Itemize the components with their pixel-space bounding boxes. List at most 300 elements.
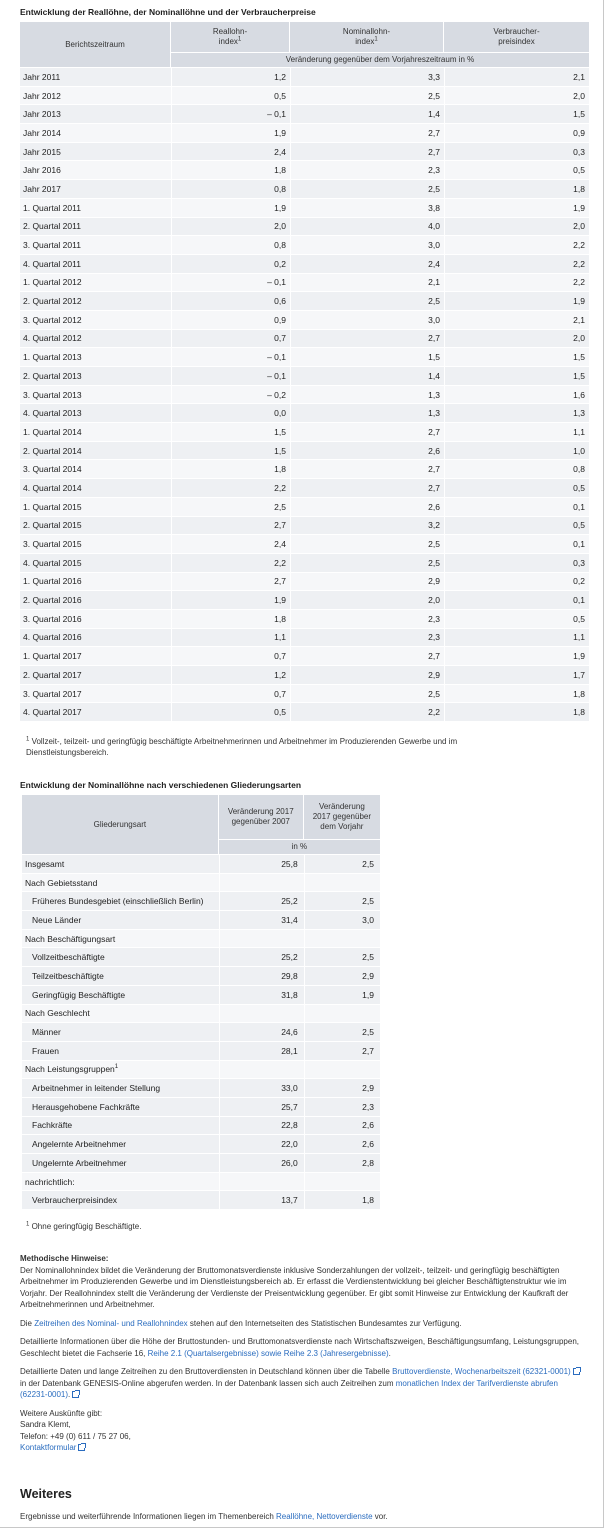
real-index-cell: 2,2	[171, 479, 290, 498]
nominal-index-cell: 2,9	[290, 573, 444, 592]
period-cell: 2. Quartal 2013	[20, 367, 171, 386]
cpi-cell: 1,1	[444, 423, 589, 442]
cpi-cell: 1,5	[444, 348, 589, 367]
nominal-index-cell: 2,0	[290, 591, 444, 610]
link-kontaktformular[interactable]: Kontaktformular	[20, 1443, 77, 1452]
change-prev-cell: 2,3	[304, 1098, 380, 1117]
change-prev-cell	[304, 930, 380, 949]
table2-footnote-text: Ohne geringfügig Beschäftigte.	[31, 1222, 142, 1231]
link-fachserie[interactable]: Reihe 2.1 (Quartalsergebnisse) sowie Reihe 2.3 (Jahresergebnisse)	[147, 1348, 389, 1358]
change-prev-cell: 2,6	[304, 1135, 380, 1154]
change-2007-cell: 25,8	[219, 855, 304, 874]
period-cell: 4. Quartal 2015	[20, 554, 171, 573]
nominal-index-cell: 3,8	[290, 199, 444, 218]
period-cell: 1. Quartal 2016	[20, 573, 171, 592]
cpi-cell: 0,1	[444, 591, 589, 610]
nominal-index-cell: 3,2	[290, 517, 444, 536]
cpi-cell: 1,8	[444, 703, 589, 722]
cpi-cell: 0,9	[444, 124, 589, 143]
th-real	[171, 22, 290, 53]
type-label: Früheres Bundesgebiet (einschließlich Berlin)	[32, 896, 204, 907]
change-prev-cell	[304, 1005, 380, 1024]
table-row	[20, 367, 589, 386]
weiteres-text-post: vor.	[372, 1512, 388, 1521]
real-index-cell: 2,4	[171, 143, 290, 162]
table-row	[20, 610, 589, 629]
cpi-cell: 1,8	[444, 685, 589, 704]
change-prev-cell: 2,7	[304, 1042, 380, 1061]
real-index-cell: 2,5	[171, 498, 290, 517]
change-2007-cell: 31,4	[219, 911, 304, 930]
nominal-index-cell: 2,9	[290, 666, 444, 685]
cpi-cell: 0,5	[444, 610, 589, 629]
cpi-cell: 0,1	[444, 535, 589, 554]
table-row	[20, 517, 589, 536]
table-row	[20, 330, 589, 349]
type-label: Herausgehobene Fachkräfte	[32, 1101, 140, 1112]
table-row	[22, 1117, 380, 1136]
type-cell	[22, 967, 219, 986]
table2-footnote-mark: 1	[26, 1221, 30, 1228]
period-cell: 3. Quartal 2017	[20, 685, 171, 704]
type-cell	[22, 1117, 219, 1136]
period-cell: Jahr 2015	[20, 143, 171, 162]
table-row	[20, 255, 589, 274]
real-index-cell: 2,7	[171, 573, 290, 592]
real-index-cell: 0,7	[171, 330, 290, 349]
real-index-cell: 1,5	[171, 442, 290, 461]
nominal-index-cell: 2,2	[290, 703, 444, 722]
external-link-icon	[78, 1444, 85, 1451]
table-row	[22, 1079, 380, 1098]
table-row	[22, 1023, 380, 1042]
table-row	[20, 292, 589, 311]
nominal-index-cell: 3,3	[290, 68, 444, 87]
table-row	[22, 911, 380, 930]
th-2007: Veränderung 2017 gegenüber 2007	[219, 795, 304, 840]
real-index-cell: 0,5	[171, 703, 290, 722]
type-cell	[22, 1173, 219, 1192]
table-row	[22, 986, 380, 1005]
table2-caption: Entwicklung der Nominallöhne nach verschiedenen Gliederungsarten	[20, 780, 302, 790]
table-row	[22, 967, 380, 986]
period-cell: 4. Quartal 2017	[20, 703, 171, 722]
period-cell: Jahr 2012	[20, 87, 171, 106]
table-row	[22, 1135, 380, 1154]
weiteres-text-pre: Ergebnisse und weiterführende Informationen liegen im Themenbereich	[20, 1512, 277, 1521]
nominal-index-cell: 2,3	[290, 629, 444, 648]
type-label: Fachkräfte	[32, 1120, 73, 1131]
contact-line1: Weitere Auskünfte gibt:	[20, 1408, 103, 1418]
table-row	[20, 647, 589, 666]
cpi-cell: 1,1	[444, 629, 589, 648]
nominal-index-cell: 2,7	[290, 647, 444, 666]
table-row	[20, 442, 589, 461]
link-realloehne[interactable]: Reallöhne, Nettoverdienste	[276, 1512, 373, 1521]
change-2007-cell: 24,6	[219, 1023, 304, 1042]
th2-subheader: in %	[219, 840, 380, 855]
table-row	[22, 1191, 380, 1210]
type-cell	[22, 1042, 219, 1061]
real-index-cell: 0,2	[171, 255, 290, 274]
th-type: Gliederungsart	[22, 795, 219, 855]
period-cell: 2. Quartal 2017	[20, 666, 171, 685]
real-index-cell: 0,6	[171, 292, 290, 311]
nominal-index-cell: 2,1	[290, 274, 444, 293]
cpi-cell: 1,5	[444, 367, 589, 386]
notes-para4-post: .	[68, 1390, 71, 1399]
period-cell: Jahr 2013	[20, 105, 171, 124]
period-cell: 4. Quartal 2016	[20, 629, 171, 648]
notes-para2-post: stehen auf den Internetseiten des Statistischen Bundesamtes zur Verfügung.	[187, 1318, 462, 1328]
group-row	[22, 1061, 380, 1080]
table-row	[20, 703, 589, 722]
type-label: Nach Geschlecht	[25, 1008, 90, 1019]
real-index-cell: 0,7	[171, 647, 290, 666]
real-index-cell: 0,9	[171, 311, 290, 330]
real-index-cell: 1,9	[171, 591, 290, 610]
type-cell	[22, 911, 219, 930]
table-row	[20, 68, 589, 87]
change-prev-cell: 1,8	[304, 1191, 380, 1210]
real-index-cell: 0,8	[171, 236, 290, 255]
notes-para2-pre: Die	[20, 1318, 35, 1328]
th-nominal-sup: 1	[374, 36, 378, 43]
table-row	[20, 218, 589, 237]
type-cell	[22, 855, 219, 874]
real-index-cell: 1,1	[171, 629, 290, 648]
nominal-index-cell: 1,4	[290, 367, 444, 386]
notes-para4	[20, 1366, 580, 1401]
change-2007-cell: 25,7	[219, 1098, 304, 1117]
change-2007-cell: 25,2	[219, 948, 304, 967]
change-2007-cell: 33,0	[219, 1079, 304, 1098]
table1-footnote-mark: 1	[26, 736, 30, 743]
type-label: Nach Beschäftigungsart	[25, 933, 116, 944]
cpi-cell: 1,5	[444, 105, 589, 124]
table-row	[20, 423, 589, 442]
table-row	[20, 87, 589, 106]
table-row	[20, 180, 589, 199]
real-index-cell: 1,8	[171, 610, 290, 629]
period-cell: Jahr 2014	[20, 124, 171, 143]
notes-para4-pre: Detaillierte Daten und lange Zeitreihen zu den Bruttoverdiensten in Deutschland können über die Tabelle	[20, 1367, 393, 1376]
link-zeitreihen[interactable]: Zeitreihen des Nominal- und Reallohnindex	[34, 1318, 188, 1328]
cpi-cell: 0,8	[444, 460, 589, 479]
cpi-cell: 0,1	[444, 498, 589, 517]
period-cell: 3. Quartal 2012	[20, 311, 171, 330]
change-prev-cell: 2,5	[304, 1023, 380, 1042]
period-cell: 3. Quartal 2011	[20, 236, 171, 255]
type-label: Frauen	[32, 1045, 59, 1056]
notes-para2	[20, 1318, 580, 1330]
group-row	[22, 1173, 380, 1192]
type-cell	[22, 986, 219, 1005]
period-cell: Jahr 2011	[20, 68, 171, 87]
real-index-cell: 2,0	[171, 218, 290, 237]
nominal-index-cell: 2,5	[290, 180, 444, 199]
type-label: Vollzeitbeschäftigte	[32, 952, 105, 963]
type-label: Geringfügig Beschäftigte	[32, 989, 126, 1000]
real-index-cell: 2,7	[171, 517, 290, 536]
table-row	[20, 479, 589, 498]
period-cell: 2. Quartal 2012	[20, 292, 171, 311]
external-link-icon	[573, 1368, 580, 1375]
table-row	[20, 124, 589, 143]
period-cell: 3. Quartal 2014	[20, 460, 171, 479]
period-cell: 2. Quartal 2011	[20, 218, 171, 237]
period-cell: 1. Quartal 2013	[20, 348, 171, 367]
period-cell: 1. Quartal 2014	[20, 423, 171, 442]
change-prev-cell	[304, 1061, 380, 1080]
cpi-cell: 0,3	[444, 554, 589, 573]
cpi-cell: 2,2	[444, 236, 589, 255]
real-index-cell: 0,5	[171, 87, 290, 106]
nominal-index-cell: 2,5	[290, 685, 444, 704]
period-cell: 3. Quartal 2015	[20, 535, 171, 554]
cpi-cell: 2,0	[444, 330, 589, 349]
change-prev-cell: 2,5	[304, 855, 380, 874]
table-row	[22, 1098, 380, 1117]
change-2007-cell	[219, 1061, 304, 1080]
table-row	[22, 892, 380, 911]
table-row	[20, 311, 589, 330]
change-2007-cell	[219, 1173, 304, 1192]
table-row	[20, 573, 589, 592]
nominal-index-cell: 3,0	[290, 311, 444, 330]
change-2007-cell	[219, 874, 304, 893]
th-nominal-text: Nominallohn- index	[342, 27, 391, 46]
cpi-cell: 0,3	[444, 143, 589, 162]
nominal-index-cell: 2,7	[290, 330, 444, 349]
cpi-cell: 2,1	[444, 68, 589, 87]
cpi-cell: 1,7	[444, 666, 589, 685]
change-prev-cell: 2,9	[304, 967, 380, 986]
type-label: Nach Leistungsgruppen	[25, 1064, 115, 1075]
nominal-index-cell: 2,5	[290, 292, 444, 311]
real-index-cell: – 0,1	[171, 105, 290, 124]
notes	[20, 1253, 580, 1461]
type-label: Neue Länder	[32, 914, 82, 925]
table-row	[20, 460, 589, 479]
nominal-index-cell: 2,5	[290, 535, 444, 554]
table-row	[22, 855, 380, 874]
type-cell	[22, 930, 219, 949]
real-index-cell: 1,8	[171, 460, 290, 479]
real-index-cell: – 0,2	[171, 386, 290, 405]
real-index-cell: 1,8	[171, 161, 290, 180]
table-real-wages	[20, 22, 589, 722]
table-row	[20, 348, 589, 367]
cpi-cell: 1,9	[444, 292, 589, 311]
nominal-index-cell: 2,7	[290, 124, 444, 143]
table-row	[20, 105, 589, 124]
cpi-cell: 2,0	[444, 218, 589, 237]
table2-footnote	[26, 1221, 141, 1232]
period-cell: 4. Quartal 2012	[20, 330, 171, 349]
cpi-cell: 1,9	[444, 199, 589, 218]
nominal-index-cell: 2,6	[290, 442, 444, 461]
change-2007-cell: 28,1	[219, 1042, 304, 1061]
type-label: Angelernte Arbeitnehmer	[32, 1139, 127, 1150]
change-prev-cell: 1,9	[304, 986, 380, 1005]
th-period: Berichtszeitraum	[20, 22, 171, 68]
th-nominal	[290, 22, 444, 53]
real-index-cell: – 0,1	[171, 348, 290, 367]
table1-footnote	[26, 736, 526, 758]
change-2007-cell: 26,0	[219, 1154, 304, 1173]
cpi-cell: 1,3	[444, 404, 589, 423]
cpi-cell: 1,8	[444, 180, 589, 199]
type-cell	[22, 874, 219, 893]
type-label: Ungelernte Arbeitnehmer	[32, 1157, 127, 1168]
notes-heading: Methodische Hinweise:	[20, 1254, 109, 1263]
nominal-index-cell: 2,5	[290, 87, 444, 106]
group-row	[22, 1005, 380, 1024]
period-cell: 3. Quartal 2013	[20, 386, 171, 405]
notes-para1: Der Nominallohnindex bildet die Veränderung der Bruttomonatsverdienste inklusive Sonderzahlungen der vollzeit-, teilzeit- und geringfügig beschäftigten Arbeitnehmer im Produzierenden Gewerbe und im Dienstleistungsbereich ab. Er erfasst die Verdienstentwicklung bei gleicher Beschäftigtenstruktur wie im Vorjahr. Der Reallohnindex stellt die Veränderung der Verdienste der Preisentwicklung gegenüber. Er gibt somit Hinweise zur Entwicklung der Kaufkraft der Arbeitnehmerinnen und Arbeitnehmer.	[20, 1265, 569, 1309]
real-index-cell: 0,8	[171, 180, 290, 199]
nominal-index-cell: 1,3	[290, 404, 444, 423]
table-row	[20, 404, 589, 423]
cpi-cell: 1,9	[444, 647, 589, 666]
change-prev-cell: 2,5	[304, 948, 380, 967]
period-cell: 4. Quartal 2014	[20, 479, 171, 498]
link-tarifverdienste[interactable]: monatlichen Index der Tarifverdienste abrufen (62231-0001)	[20, 1378, 558, 1399]
group-row	[22, 874, 380, 893]
change-prev-cell: 2,8	[304, 1154, 380, 1173]
cpi-cell: 0,5	[444, 517, 589, 536]
type-cell	[22, 1154, 219, 1173]
notes-para3-pre: Detaillierte Informationen über die Höhe der Bruttostunden- und Bruttomonatsverdienste nach Wirtschaftszweigen, Beschäftigungsumfang, Leistungsgruppen, Geschlecht bietet die Fachserie 16,	[20, 1337, 579, 1358]
th-cpi: Verbraucher- preisindex	[444, 22, 589, 53]
link-bruttoverdienste[interactable]: Bruttoverdienste, Wochenarbeitszeit (62321-0001)	[392, 1367, 571, 1376]
external-link-icon	[72, 1391, 79, 1398]
table-row	[20, 629, 589, 648]
notes-para4-mid: in der Datenbank GENESIS-Online abgerufen werden. In der Datenbank lassen sich auch Zeitreihen zum	[20, 1378, 396, 1388]
period-cell: 1. Quartal 2012	[20, 274, 171, 293]
type-label: Arbeitnehmer in leitender Stellung	[32, 1083, 161, 1094]
type-cell	[22, 1061, 219, 1080]
type-cell	[22, 892, 219, 911]
period-cell: Jahr 2017	[20, 180, 171, 199]
th-subheader: Veränderung gegenüber dem Vorjahreszeitraum in %	[171, 53, 589, 68]
cpi-cell: 2,1	[444, 311, 589, 330]
table-row	[22, 1154, 380, 1173]
type-label: nachrichtlich:	[25, 1176, 75, 1187]
change-prev-cell	[304, 1173, 380, 1192]
notes-block	[20, 1253, 580, 1311]
table-row	[20, 498, 589, 517]
nominal-index-cell: 1,3	[290, 386, 444, 405]
th-prev: Veränderung 2017 gegenüber dem Vorjahr	[304, 795, 380, 840]
nominal-index-cell: 2,3	[290, 161, 444, 180]
change-prev-cell: 3,0	[304, 911, 380, 930]
table-row	[20, 591, 589, 610]
table-row	[20, 666, 589, 685]
cpi-cell: 0,2	[444, 573, 589, 592]
cpi-cell: 2,2	[444, 274, 589, 293]
real-index-cell: – 0,1	[171, 367, 290, 386]
contact-line2: Sandra Klemt,	[20, 1420, 71, 1429]
change-2007-cell: 13,7	[219, 1191, 304, 1210]
footnote-mark: 1	[114, 1064, 119, 1071]
change-prev-cell	[304, 874, 380, 893]
table-row	[20, 199, 589, 218]
type-label: Männer	[32, 1027, 61, 1038]
period-cell: 2. Quartal 2016	[20, 591, 171, 610]
weiteres-text	[20, 1511, 580, 1523]
th-real-text: Reallohn- index	[212, 27, 248, 46]
table-row	[20, 161, 589, 180]
weiteres-heading: Weiteres	[20, 1487, 72, 1501]
real-index-cell: 1,2	[171, 666, 290, 685]
change-2007-cell: 25,2	[219, 892, 304, 911]
table1-footnote-text: Vollzeit-, teilzeit- und geringfügig beschäftigte Arbeitnehmerinnen und Arbeitnehmer im Produzierenden Gewerbe und im Dienstleistungsbereich.	[26, 737, 458, 757]
nominal-index-cell: 2,7	[290, 479, 444, 498]
change-2007-cell: 22,8	[219, 1117, 304, 1136]
real-index-cell: 1,2	[171, 68, 290, 87]
period-cell: 3. Quartal 2016	[20, 610, 171, 629]
nominal-index-cell: 1,4	[290, 105, 444, 124]
change-prev-cell: 2,6	[304, 1117, 380, 1136]
type-cell	[22, 1191, 219, 1210]
contact-line3: Telefon: +49 (0) 611 / 75 27 06,	[20, 1431, 131, 1441]
table-row	[20, 274, 589, 293]
nominal-index-cell: 2,7	[290, 143, 444, 162]
type-label: Verbraucherpreisindex	[32, 1195, 118, 1206]
table-row	[20, 386, 589, 405]
table-row	[20, 236, 589, 255]
nominal-index-cell: 4,0	[290, 218, 444, 237]
type-cell	[22, 1135, 219, 1154]
type-cell	[22, 1005, 219, 1024]
table-nominal-wages	[22, 795, 380, 1210]
cpi-cell: 1,0	[444, 442, 589, 461]
table1-caption: Entwicklung der Reallöhne, der Nominallöhne und der Verbraucherpreise	[20, 7, 316, 17]
cpi-cell: 1,6	[444, 386, 589, 405]
period-cell: 2. Quartal 2015	[20, 517, 171, 536]
real-index-cell: 1,5	[171, 423, 290, 442]
notes-para3-post: .	[388, 1348, 391, 1358]
type-cell	[22, 1023, 219, 1042]
table-row	[20, 535, 589, 554]
real-index-cell: – 0,1	[171, 274, 290, 293]
cpi-cell: 0,5	[444, 161, 589, 180]
period-cell: 1. Quartal 2015	[20, 498, 171, 517]
notes-para3	[20, 1336, 580, 1359]
change-2007-cell	[219, 1005, 304, 1024]
change-2007-cell: 29,8	[219, 967, 304, 986]
type-label: Nach Gebietsstand	[25, 877, 98, 888]
type-label: Teilzeitbeschäftigte	[32, 970, 104, 981]
period-cell: 1. Quartal 2011	[20, 199, 171, 218]
table-row	[22, 1042, 380, 1061]
cpi-cell: 2,0	[444, 87, 589, 106]
change-prev-cell: 2,5	[304, 892, 380, 911]
real-index-cell: 0,0	[171, 404, 290, 423]
table-row	[22, 948, 380, 967]
nominal-index-cell: 2,5	[290, 554, 444, 573]
table-row	[20, 554, 589, 573]
th-real-sup: 1	[237, 36, 242, 43]
period-cell: 4. Quartal 2011	[20, 255, 171, 274]
nominal-index-cell: 1,5	[290, 348, 444, 367]
type-cell	[22, 1079, 219, 1098]
type-cell	[22, 948, 219, 967]
real-index-cell: 0,7	[171, 685, 290, 704]
period-cell: 1. Quartal 2017	[20, 647, 171, 666]
